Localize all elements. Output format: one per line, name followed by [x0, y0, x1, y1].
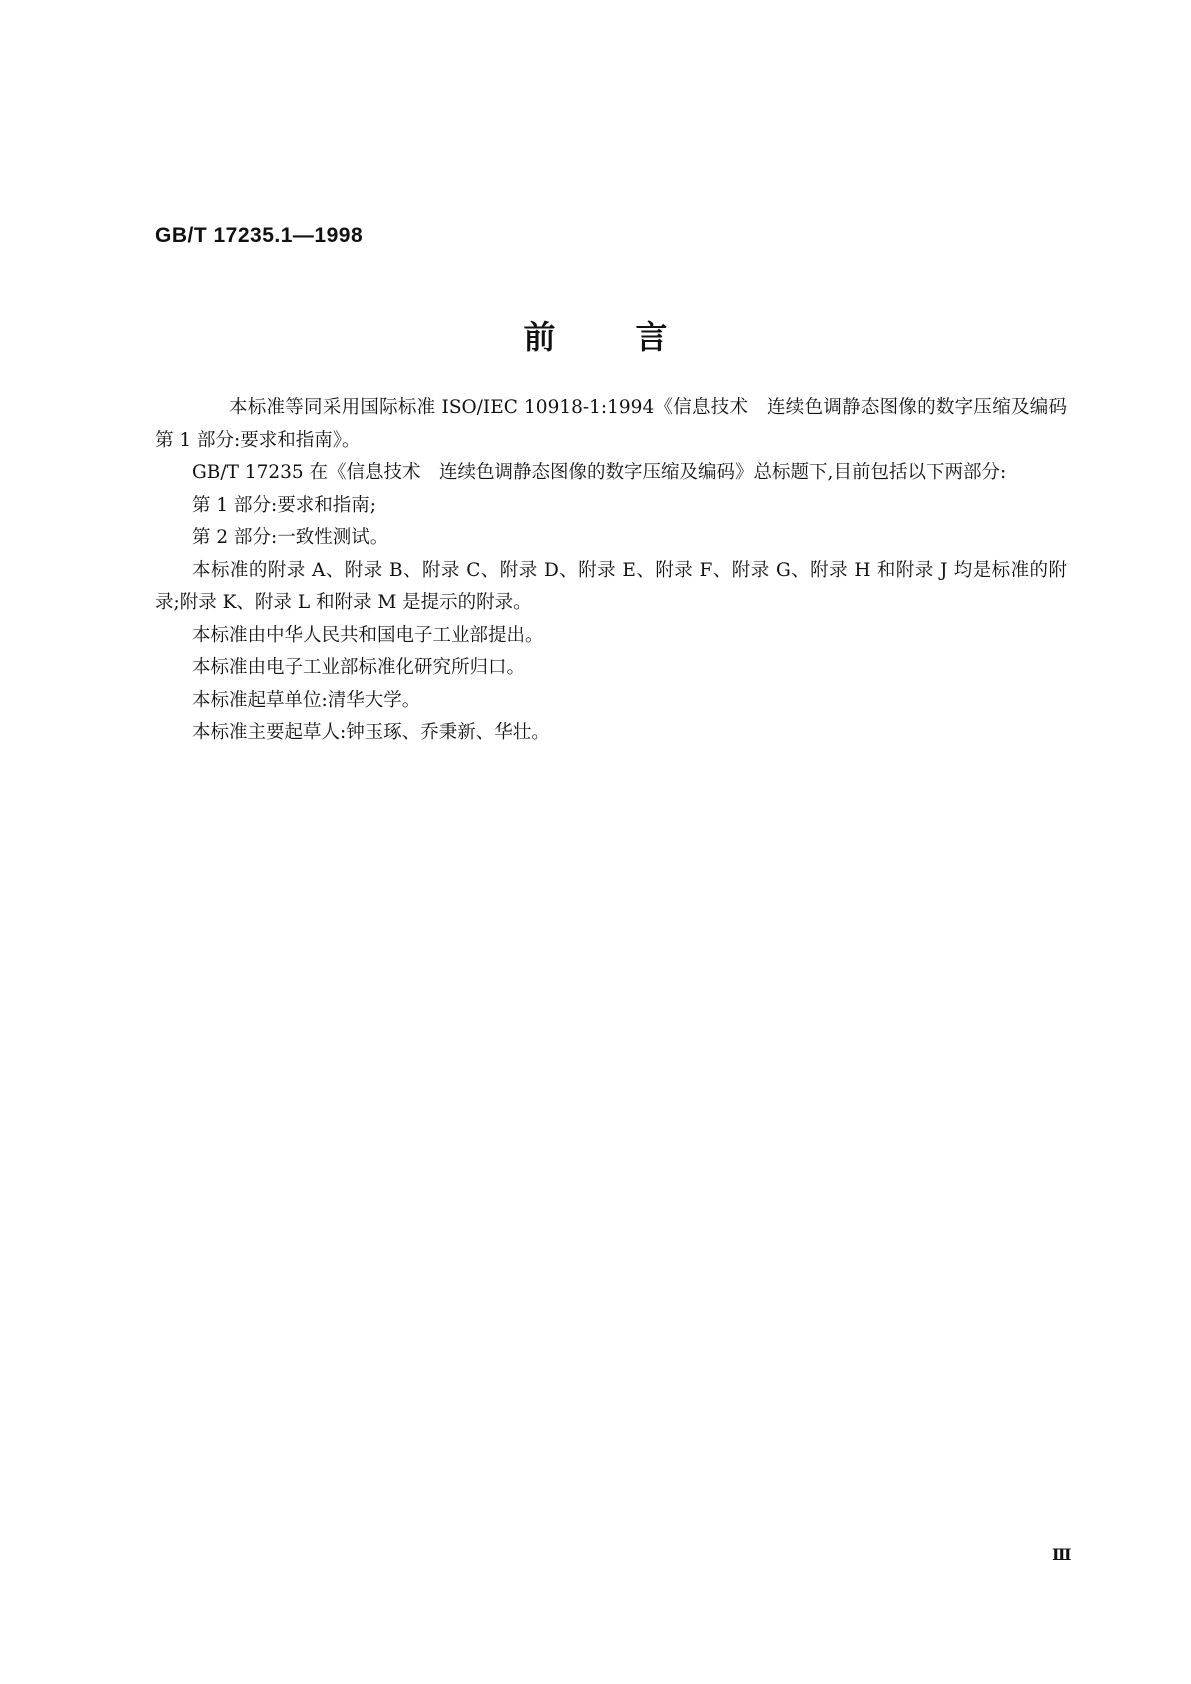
paragraph-proposer: 本标准由中华人民共和国电子工业部提出。	[192, 624, 544, 646]
paragraph-part-1: 第 1 部分:要求和指南;	[192, 494, 376, 516]
page-title: 前言	[523, 318, 748, 356]
paragraph-drafting-unit: 本标准起草单位:清华大学。	[192, 689, 421, 711]
foreword-body	[155, 392, 1086, 750]
paragraph-drafters: 本标准主要起草人:钟玉琢、乔秉新、华壮。	[192, 722, 550, 743]
paragraph-part-2: 第 2 部分:一致性测试。	[192, 527, 389, 548]
paragraph-centralized: 本标准由电子工业部标准化研究所归口。	[192, 657, 526, 678]
paragraph-adoption: 本标准等同采用国际标准 ISO/IEC 10918-1:1994《信息技术 连续色调静态图像的数字压缩及编码 第 1 部分:要求和指南》。	[155, 397, 1086, 451]
standard-code: GB/T 17235.1—1998	[155, 224, 364, 247]
paragraph-series-overview: GB/T 17235 在《信息技术 连续色调静态图像的数字压缩及编码》总标题下,目前包括以下两部分:	[192, 462, 1007, 483]
paragraph-annexes: 本标准的附录 A、附录 B、附录 C、附录 D、附录 E、附录 F、附录 G、附录 H 和附录 J 均是标准的附录;附录 K、附录 L 和附录 M 是提示的附录。	[155, 559, 1067, 613]
page-number: Ⅲ	[1052, 1545, 1072, 1564]
